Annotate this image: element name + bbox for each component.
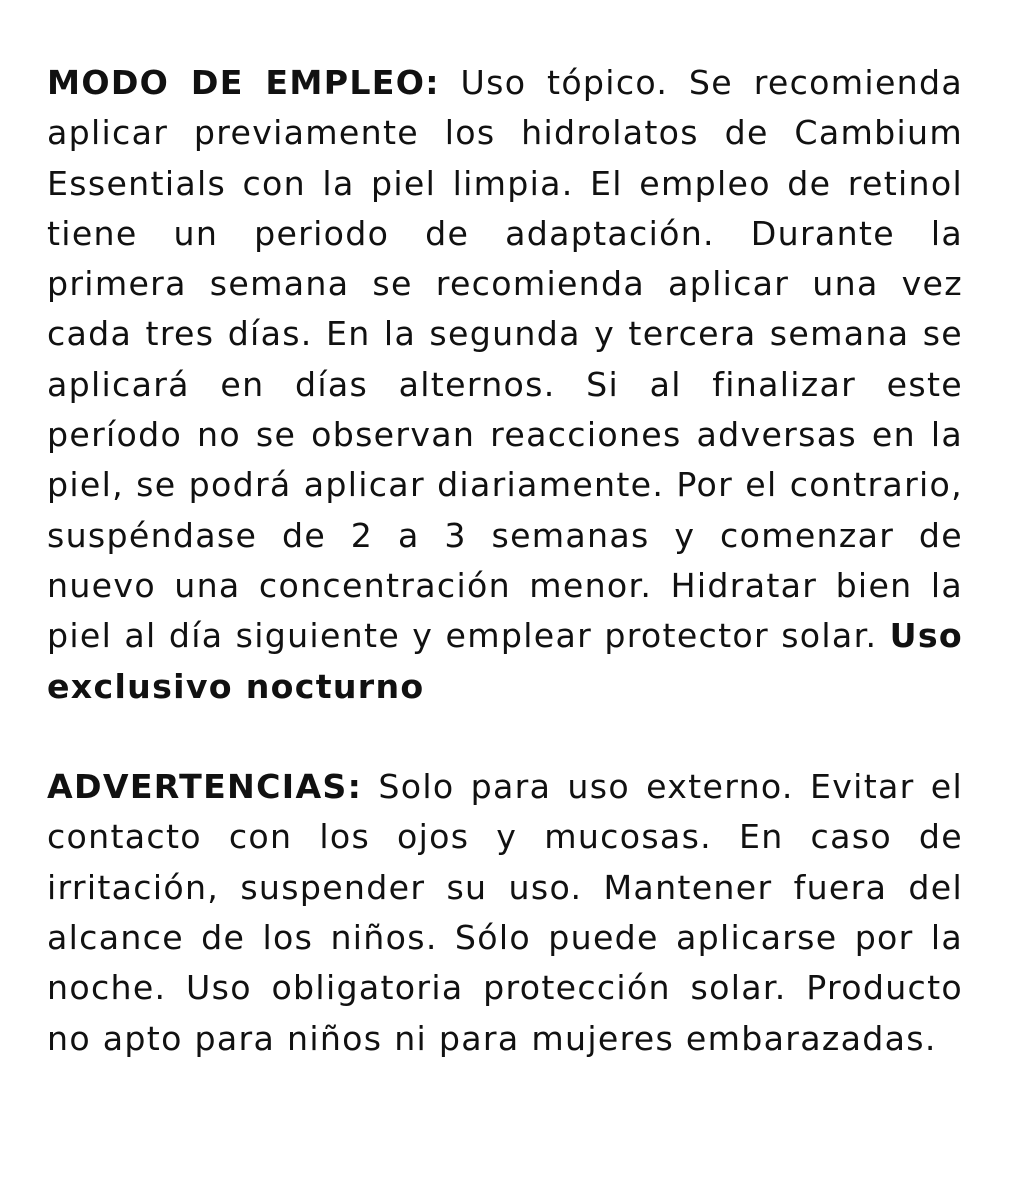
warnings-text: Solo para uso externo. Evitar el contacto con los ojos y mucosas. En caso de irritación, suspender su uso. Mantener fuera del alcance de los niños. Sólo puede aplicarse por la noche. Uso obligatoria protección solar. Producto no apto para niños ni para mujeres embarazadas. <box>47 767 963 1058</box>
warnings-label: ADVERTENCIAS: <box>47 767 363 807</box>
warnings-paragraph <box>47 762 963 1064</box>
usage-instructions-paragraph <box>47 58 963 712</box>
usage-label: MODO DE EMPLEO: <box>47 63 440 102</box>
paragraph-spacer <box>47 712 963 762</box>
instructions-document <box>47 58 963 1064</box>
night-use-emphasis: Uso exclusivo nocturno <box>47 616 963 706</box>
usage-text: Uso tópico. Se recomienda aplicar previamente los hidrolatos de Cambium Essentials con la piel limpia. El empleo de retinol tiene un periodo de adaptación. Durante la primera semana se recomienda aplicar una vez cada tres días. En la segunda y tercera semana se aplicará en días alternos. Si al finalizar este período no se observan reacciones adversas en la piel, se podrá aplicar diariamente. Por el contrario, suspéndase de 2 a 3 semanas y comenzar de nuevo una concentración menor. Hidratar bien la piel al día siguiente y emplear protector solar. <box>47 63 963 656</box>
